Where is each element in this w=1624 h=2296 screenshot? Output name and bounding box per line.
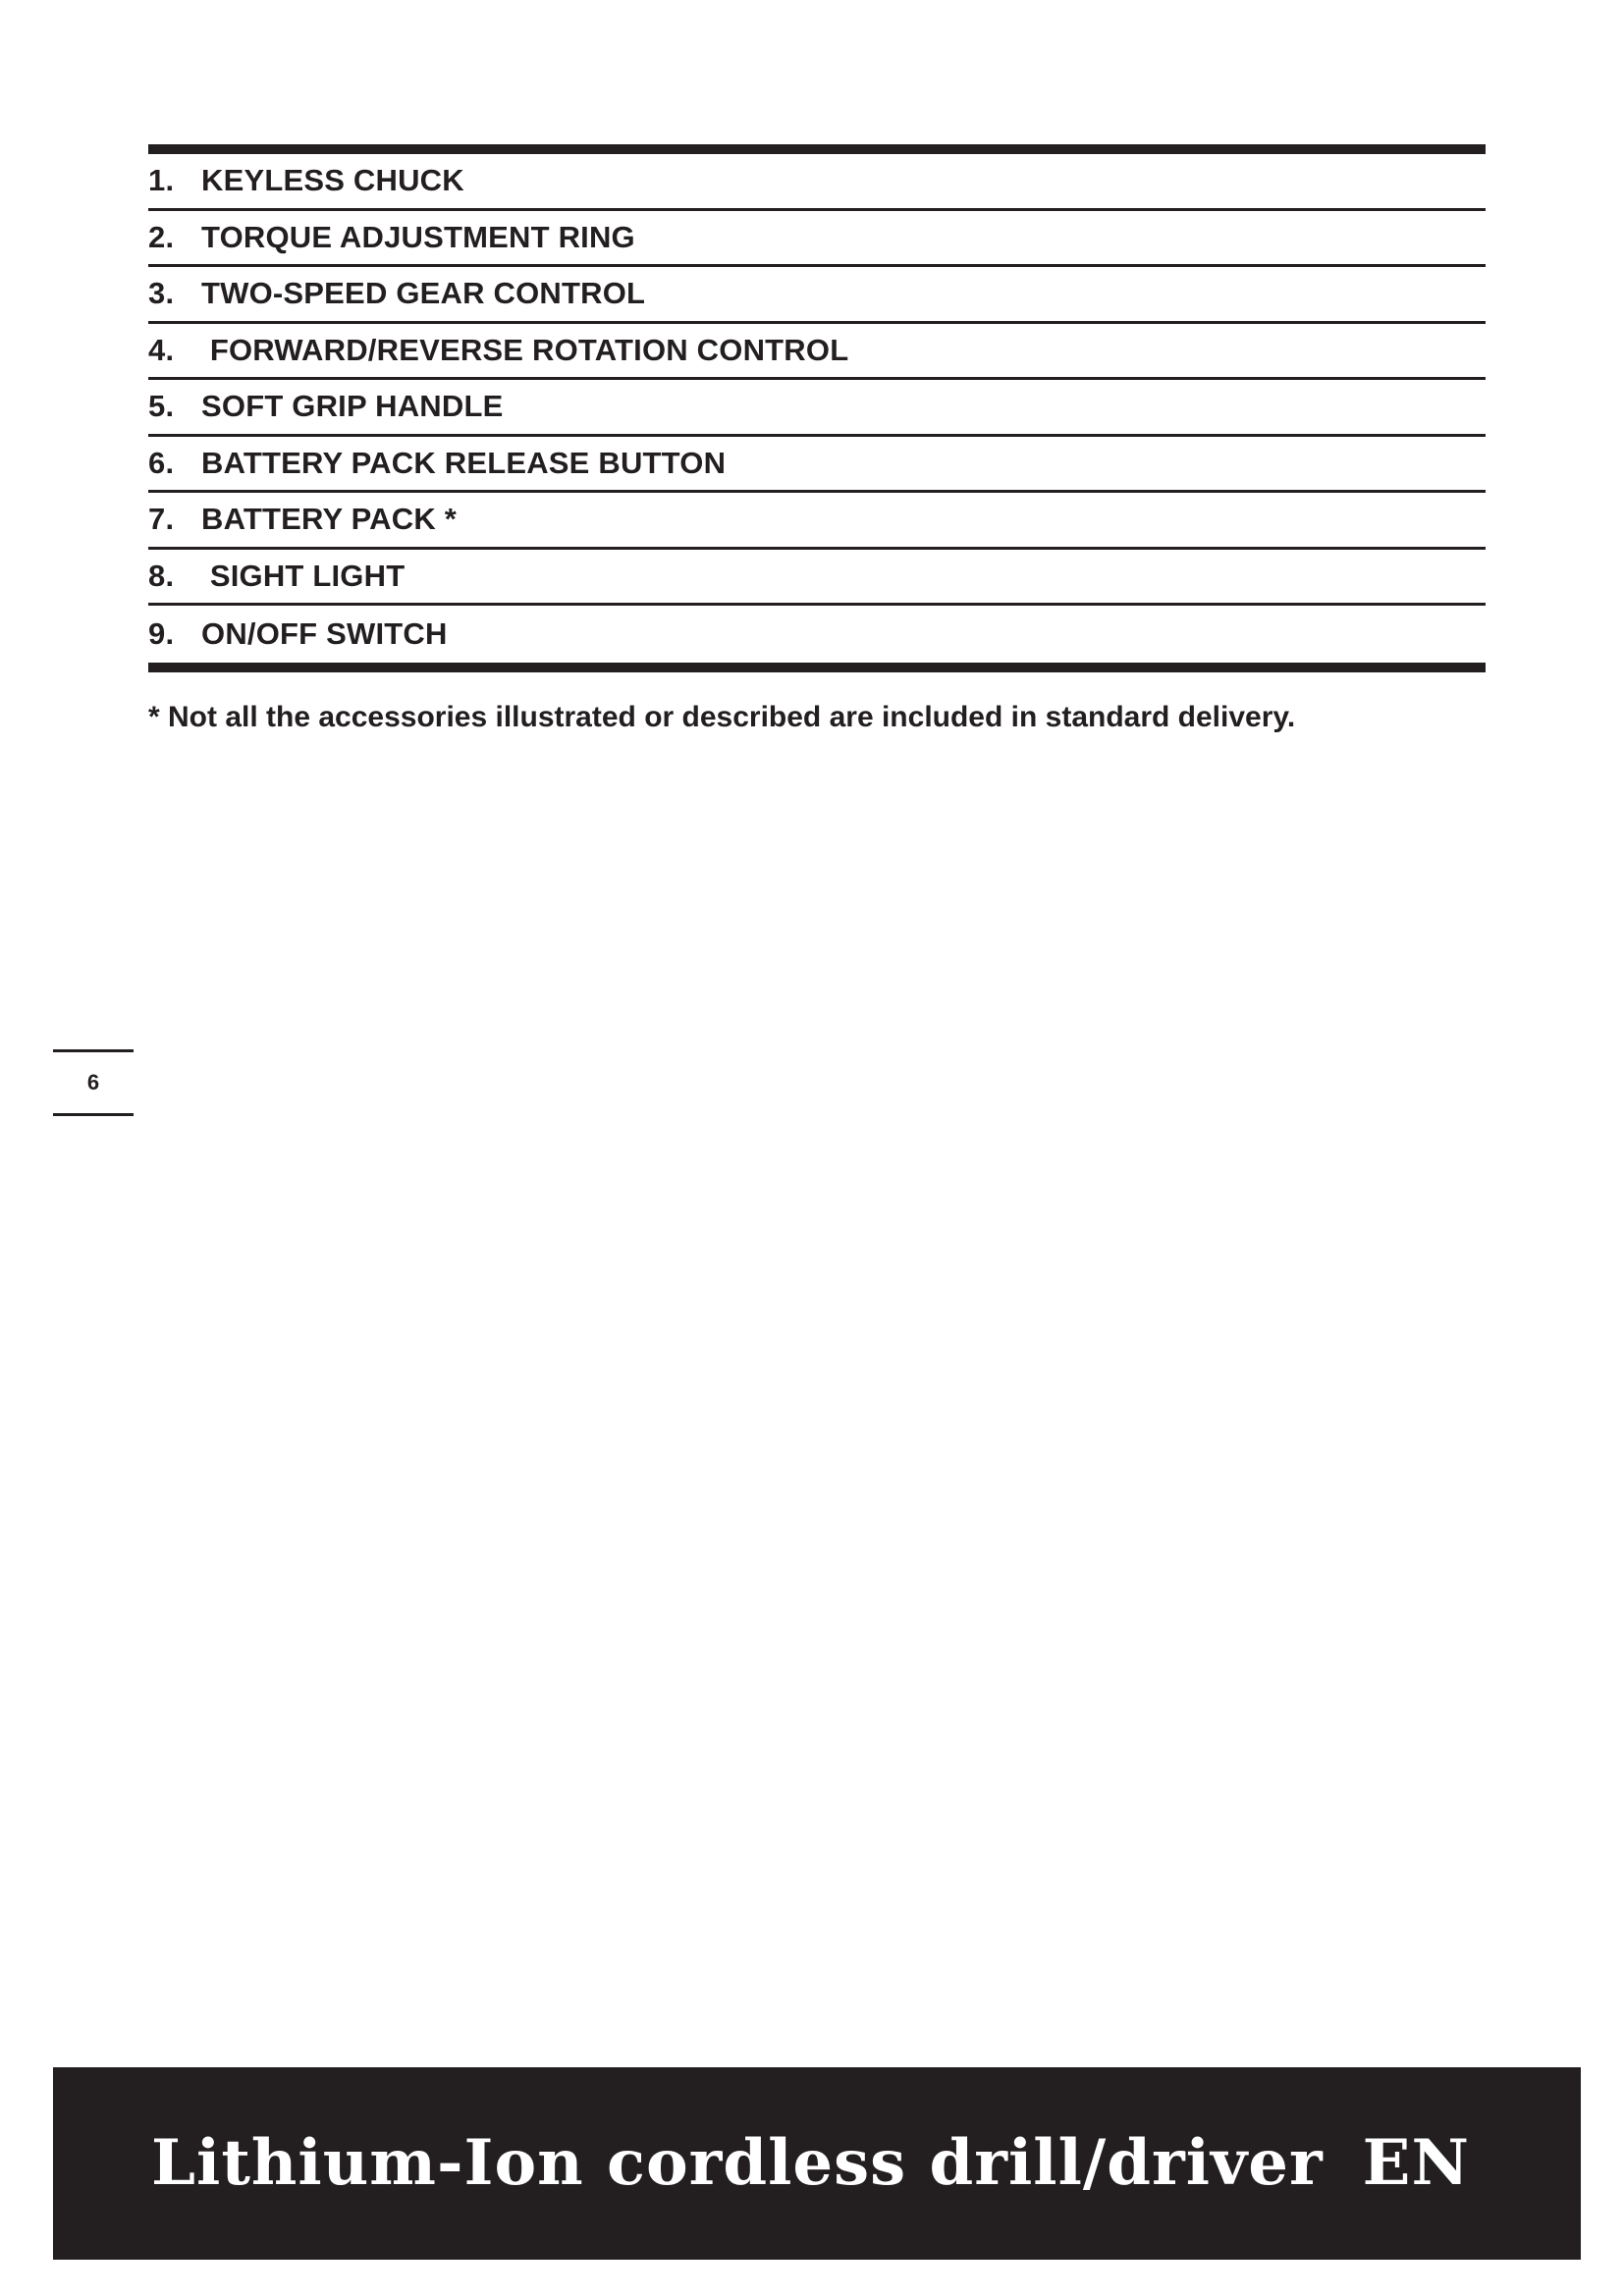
page-number: 6 <box>86 1070 100 1095</box>
page-number-box <box>53 1049 134 1116</box>
part-item-9 <box>148 606 1486 663</box>
part-item-8 <box>148 550 1486 607</box>
parts-list <box>148 144 1486 672</box>
part-item-5 <box>148 380 1486 437</box>
part-number: 7. <box>148 502 175 537</box>
part-item-6 <box>148 437 1486 494</box>
part-label: SIGHT LIGHT <box>201 558 406 593</box>
product-title: Lithium-Ion cordless drill/driver <box>151 2126 1324 2200</box>
part-number: 1. <box>148 163 175 198</box>
part-number: 5. <box>148 389 175 424</box>
part-label: ON/OFF SWITCH <box>201 615 448 651</box>
part-item-7 <box>148 493 1486 550</box>
part-label: TWO-SPEED GEAR CONTROL <box>201 276 646 311</box>
part-number: 3. <box>148 276 175 311</box>
part-label: BATTERY PACK RELEASE BUTTON <box>201 445 727 480</box>
part-number: 4. <box>148 332 175 367</box>
language-code: EN <box>1362 2126 1470 2200</box>
part-number: 9. <box>148 615 175 651</box>
part-number: 2. <box>148 219 175 254</box>
part-label: KEYLESS CHUCK <box>201 163 464 198</box>
part-label: TORQUE ADJUSTMENT RING <box>201 219 635 254</box>
part-number: 8. <box>148 558 175 593</box>
part-label: SOFT GRIP HANDLE <box>201 389 504 424</box>
part-item-4 <box>148 324 1486 381</box>
part-number: 6. <box>148 445 175 480</box>
part-item-1 <box>148 154 1486 211</box>
accessories-footnote: * Not all the accessories illustrated or described are included in standard delivery. <box>148 701 1296 733</box>
part-label: BATTERY PACK * <box>201 502 458 537</box>
part-item-3 <box>148 267 1486 324</box>
footer-title <box>151 2126 1470 2200</box>
part-label: FORWARD/REVERSE ROTATION CONTROL <box>201 332 849 367</box>
footer-banner <box>53 2067 1581 2260</box>
part-item-2 <box>148 211 1486 268</box>
